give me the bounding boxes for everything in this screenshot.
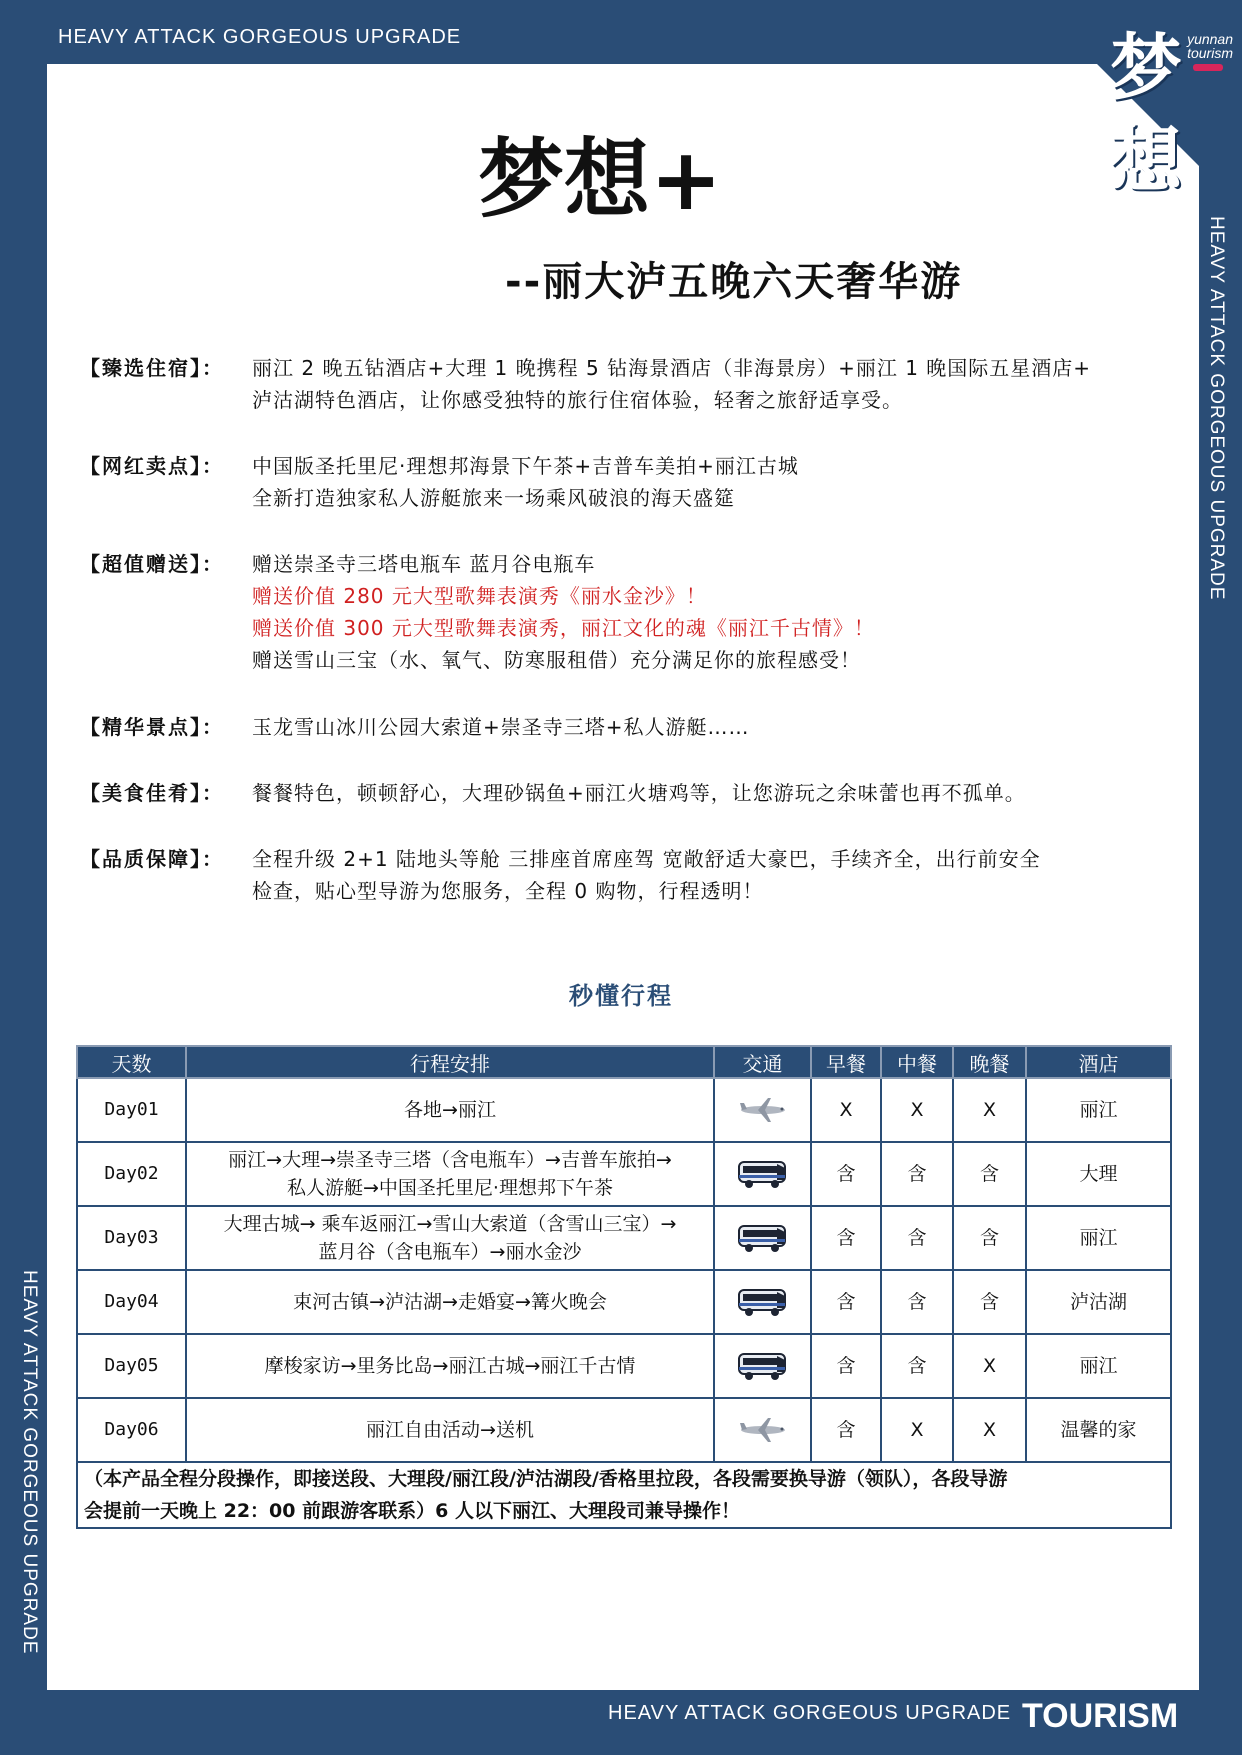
cell-transport xyxy=(714,1334,811,1398)
cell-lunch: 含 xyxy=(881,1206,953,1270)
logo-subtext: yunnan tourism xyxy=(1187,31,1233,61)
cell-hotel: 丽江 xyxy=(1026,1334,1171,1398)
cell-lunch: 含 xyxy=(881,1142,953,1206)
cell-day: Day06 xyxy=(77,1398,186,1462)
cell-plan: 各地→丽江 xyxy=(186,1078,714,1142)
plane-icon xyxy=(738,1096,788,1124)
logo-mark: 梦想 xyxy=(1110,26,1183,202)
table-row xyxy=(77,1398,1171,1462)
page-title: 梦想+ xyxy=(478,130,723,230)
feature-label: 【超值赠送】： xyxy=(80,552,224,576)
feature-line: 全新打造独家私人游艇旅来一场乘风破浪的海天盛筵 xyxy=(252,486,735,510)
bus-icon xyxy=(737,1286,789,1318)
itinerary-table xyxy=(76,1045,1172,1529)
cell-dinner: 含 xyxy=(953,1142,1026,1206)
cell-plan: 束河古镇→泸沽湖→走婚宴→篝火晚会 xyxy=(186,1270,714,1334)
header-day: 天数 xyxy=(77,1046,186,1078)
feature-line: 丽江 2 晚五钻酒店+大理 1 晚携程 5 钻海景酒店（非海景房）+丽江 1 晚国际五星酒店+ xyxy=(252,356,1092,380)
page-subtitle: --丽大泸五晚六天奢华游 xyxy=(505,259,963,305)
table-header-row xyxy=(77,1046,1171,1078)
cell-day: Day05 xyxy=(77,1334,186,1398)
cell-breakfast: X xyxy=(811,1078,881,1142)
cell-dinner: X xyxy=(953,1334,1026,1398)
cell-plan: 丽江→大理→崇圣寺三塔（含电瓶车）→吉普车旅拍→ 私人游艇→中国圣托里尼·理想邦下午茶 xyxy=(186,1142,714,1206)
frame-bottom-text: HEAVY ATTACK GORGEOUS UPGRADE xyxy=(608,1702,1012,1724)
cell-lunch: 含 xyxy=(881,1334,953,1398)
brand-logo xyxy=(1110,22,1235,202)
cell-hotel: 温馨的家 xyxy=(1026,1398,1171,1462)
cell-hotel: 大理 xyxy=(1026,1142,1171,1206)
cell-breakfast: 含 xyxy=(811,1398,881,1462)
cell-day: Day03 xyxy=(77,1206,186,1270)
header-transport: 交通 xyxy=(714,1046,811,1078)
header-dinner: 晚餐 xyxy=(953,1046,1026,1078)
cell-breakfast: 含 xyxy=(811,1206,881,1270)
cell-plan: 摩梭家访→里务比岛→丽江古城→丽江千古情 xyxy=(186,1334,714,1398)
table-row xyxy=(77,1078,1171,1142)
cell-dinner: 含 xyxy=(953,1270,1026,1334)
cell-breakfast: 含 xyxy=(811,1334,881,1398)
cell-dinner: X xyxy=(953,1398,1026,1462)
table-row xyxy=(77,1334,1171,1398)
frame-top-text: HEAVY ATTACK GORGEOUS UPGRADE xyxy=(58,26,462,48)
cell-dinner: X xyxy=(953,1078,1026,1142)
cell-day: Day01 xyxy=(77,1078,186,1142)
feature-line-highlight: 赠送价值 280 元大型歌舞表演秀《丽水金沙》！ xyxy=(252,584,707,608)
frame-right-text: HEAVY ATTACK GORGEOUS UPGRADE xyxy=(1206,216,1227,601)
bus-icon xyxy=(737,1350,789,1382)
header-hotel: 酒店 xyxy=(1026,1046,1171,1078)
cell-lunch: X xyxy=(881,1398,953,1462)
cell-transport xyxy=(714,1142,811,1206)
logo-tag xyxy=(1193,64,1223,71)
feature-label: 【精华景点】： xyxy=(80,715,224,739)
cell-transport xyxy=(714,1270,811,1334)
table-row xyxy=(77,1142,1171,1206)
cell-dinner: 含 xyxy=(953,1206,1026,1270)
plane-icon xyxy=(738,1416,788,1444)
cell-plan: 大理古城→ 乘车返丽江→雪山大索道（含雪山三宝）→ 蓝月谷（含电瓶车）→丽水金沙 xyxy=(186,1206,714,1270)
cell-transport xyxy=(714,1206,811,1270)
feature-line: 玉龙雪山冰川公园大索道+崇圣寺三塔+私人游艇…… xyxy=(252,715,750,739)
bus-icon xyxy=(737,1158,789,1190)
feature-line: 全程升级 2+1 陆地头等舱 三排座首席座驾 宽敞舒适大豪巴，手续齐全，出行前安全 xyxy=(252,847,1041,871)
bus-icon xyxy=(737,1222,789,1254)
table-note-row xyxy=(77,1462,1171,1528)
feature-label: 【臻选住宿】： xyxy=(80,356,224,380)
header-plan: 行程安排 xyxy=(186,1046,714,1078)
header-breakfast: 早餐 xyxy=(811,1046,881,1078)
feature-label: 【网红卖点】： xyxy=(80,454,224,478)
cell-lunch: X xyxy=(881,1078,953,1142)
feature-line-highlight: 赠送价值 300 元大型歌舞表演秀，丽江文化的魂《丽江千古情》！ xyxy=(252,616,875,640)
feature-line: 赠送雪山三宝（水、氧气、防寒服租借）充分满足你的旅程感受！ xyxy=(252,648,861,672)
cell-hotel: 泸沽湖 xyxy=(1026,1270,1171,1334)
feature-line: 餐餐特色，顿顿舒心，大理砂锅鱼+丽江火塘鸡等，让您游玩之余味蕾也再不孤单。 xyxy=(252,781,1026,805)
cell-breakfast: 含 xyxy=(811,1270,881,1334)
feature-line: 中国版圣托里尼·理想邦海景下午茶+吉普车美拍+丽江古城 xyxy=(252,454,799,478)
feature-label: 【美食佳肴】： xyxy=(80,781,224,805)
header-lunch: 中餐 xyxy=(881,1046,953,1078)
cell-transport xyxy=(714,1398,811,1462)
cell-lunch: 含 xyxy=(881,1270,953,1334)
feature-line: 泸沽湖特色酒店，让你感受独特的旅行住宿体验，轻奢之旅舒适享受。 xyxy=(252,388,903,412)
cell-hotel: 丽江 xyxy=(1026,1078,1171,1142)
table-row xyxy=(77,1270,1171,1334)
feature-label: 【品质保障】： xyxy=(80,847,224,871)
cell-day: Day02 xyxy=(77,1142,186,1206)
feature-line: 赠送崇圣寺三塔电瓶车 蓝月谷电瓶车 xyxy=(252,552,596,576)
table-row xyxy=(77,1206,1171,1270)
cell-hotel: 丽江 xyxy=(1026,1206,1171,1270)
cell-day: Day04 xyxy=(77,1270,186,1334)
cell-breakfast: 含 xyxy=(811,1142,881,1206)
table-note: （本产品全程分段操作，即接送段、大理段/丽江段/泸沽湖段/香格里拉段，各段需要换导游（领队），各段导游 会提前一天晚上 22：00 前跟游客联系）6 人以下丽江、大理段司兼导操作！ xyxy=(77,1462,1171,1528)
cell-transport xyxy=(714,1078,811,1142)
cell-plan: 丽江自由活动→送机 xyxy=(186,1398,714,1462)
feature-line: 检查，贴心型导游为您服务，全程 0 购物，行程透明！ xyxy=(252,879,764,903)
itinerary-title: 秒懂行程 xyxy=(569,982,673,1010)
frame-left-text: HEAVY ATTACK GORGEOUS UPGRADE xyxy=(19,1270,40,1655)
frame-brand: TOURISM xyxy=(1022,1697,1179,1735)
